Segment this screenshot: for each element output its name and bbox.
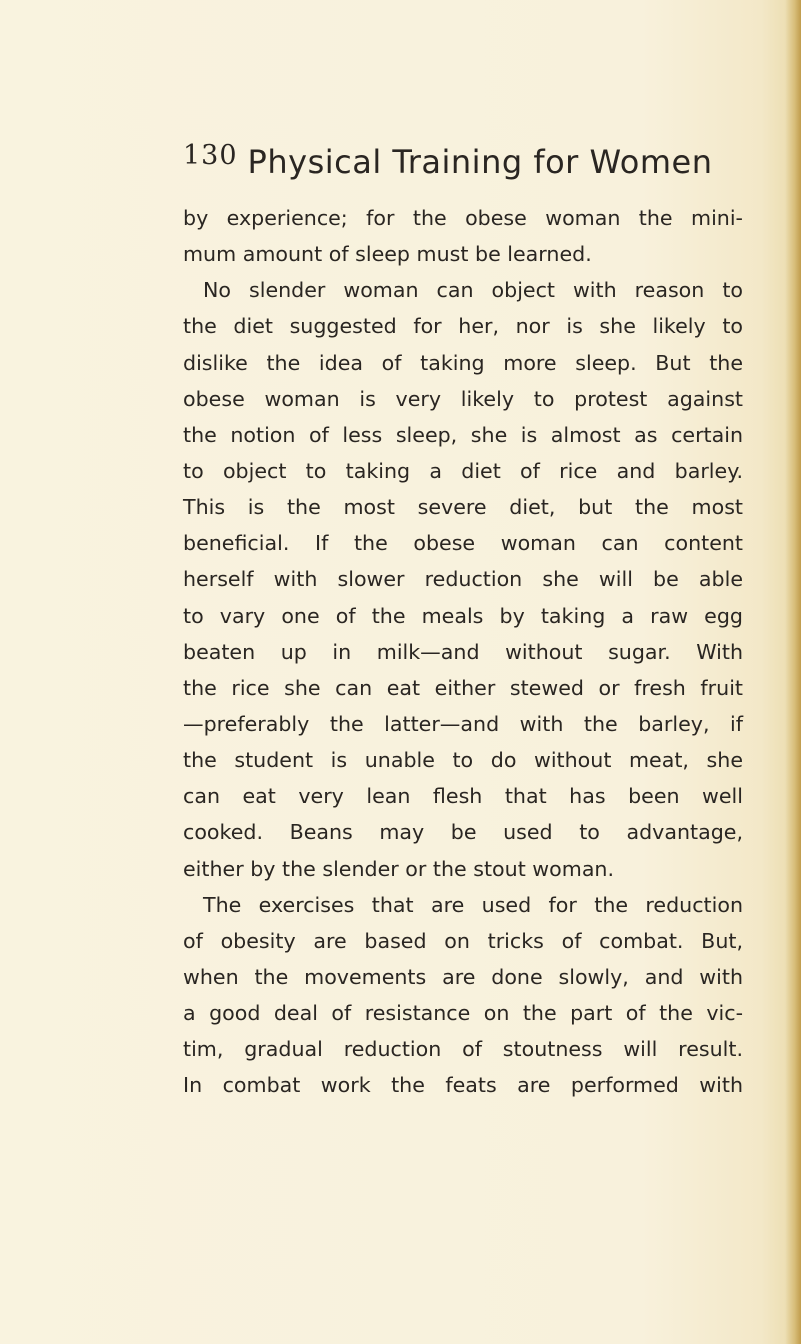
body-text <box>183 200 743 1104</box>
page-number: 130 <box>183 140 238 171</box>
text-line: herself with slower reduction she will be able <box>183 567 743 592</box>
text-line: of obesity are based on tricks of combat. But, <box>183 928 743 953</box>
text-line: the notion of less sleep, she is almost as certain <box>183 422 743 447</box>
text-line: cooked. Beans may be used to advantage, <box>183 820 743 845</box>
page-edge-shadow <box>785 0 801 1344</box>
text-line: beneficial. If the obese woman can content <box>183 531 743 556</box>
text-line: by experience; for the obese woman the mini- <box>183 206 743 230</box>
text-line: the student is unable to do without meat, she <box>183 748 743 773</box>
text-line: either by the slender or the stout woman. <box>183 856 615 881</box>
text-line: This is the most severe diet, but the most <box>183 495 743 520</box>
running-header <box>183 140 712 181</box>
text-line: In combat work the feats are performed with <box>183 1073 743 1098</box>
text-line: dislike the idea of taking more sleep. But the <box>183 350 743 375</box>
paragraph-start-line: No slender woman can object with reason to <box>203 278 743 303</box>
text-line: the diet suggested for her, nor is she likely to <box>183 314 743 339</box>
text-line: a good deal of resistance on the part of the vic- <box>183 1001 743 1026</box>
text-line: the rice she can eat either stewed or fresh fruit <box>183 675 743 700</box>
text-line: obese woman is very likely to protest against <box>183 386 743 411</box>
text-line: tim, gradual reduction of stoutness will result. <box>183 1037 743 1062</box>
text-line: to object to taking a diet of rice and barley. <box>183 458 743 483</box>
text-line: mum amount of sleep must be learned. <box>183 242 592 267</box>
running-title: Physical Training for Women <box>247 143 713 181</box>
text-line: —preferably the latter—and with the barley, if <box>183 711 743 736</box>
text-line: can eat very lean flesh that has been well <box>183 784 743 809</box>
text-line: when the movements are done slowly, and with <box>183 964 743 989</box>
text-line: beaten up in milk—and without sugar. With <box>183 639 743 664</box>
text-line: to vary one of the meals by taking a raw egg <box>183 603 743 628</box>
paragraph-start-line: The exercises that are used for the reduction <box>203 892 743 917</box>
